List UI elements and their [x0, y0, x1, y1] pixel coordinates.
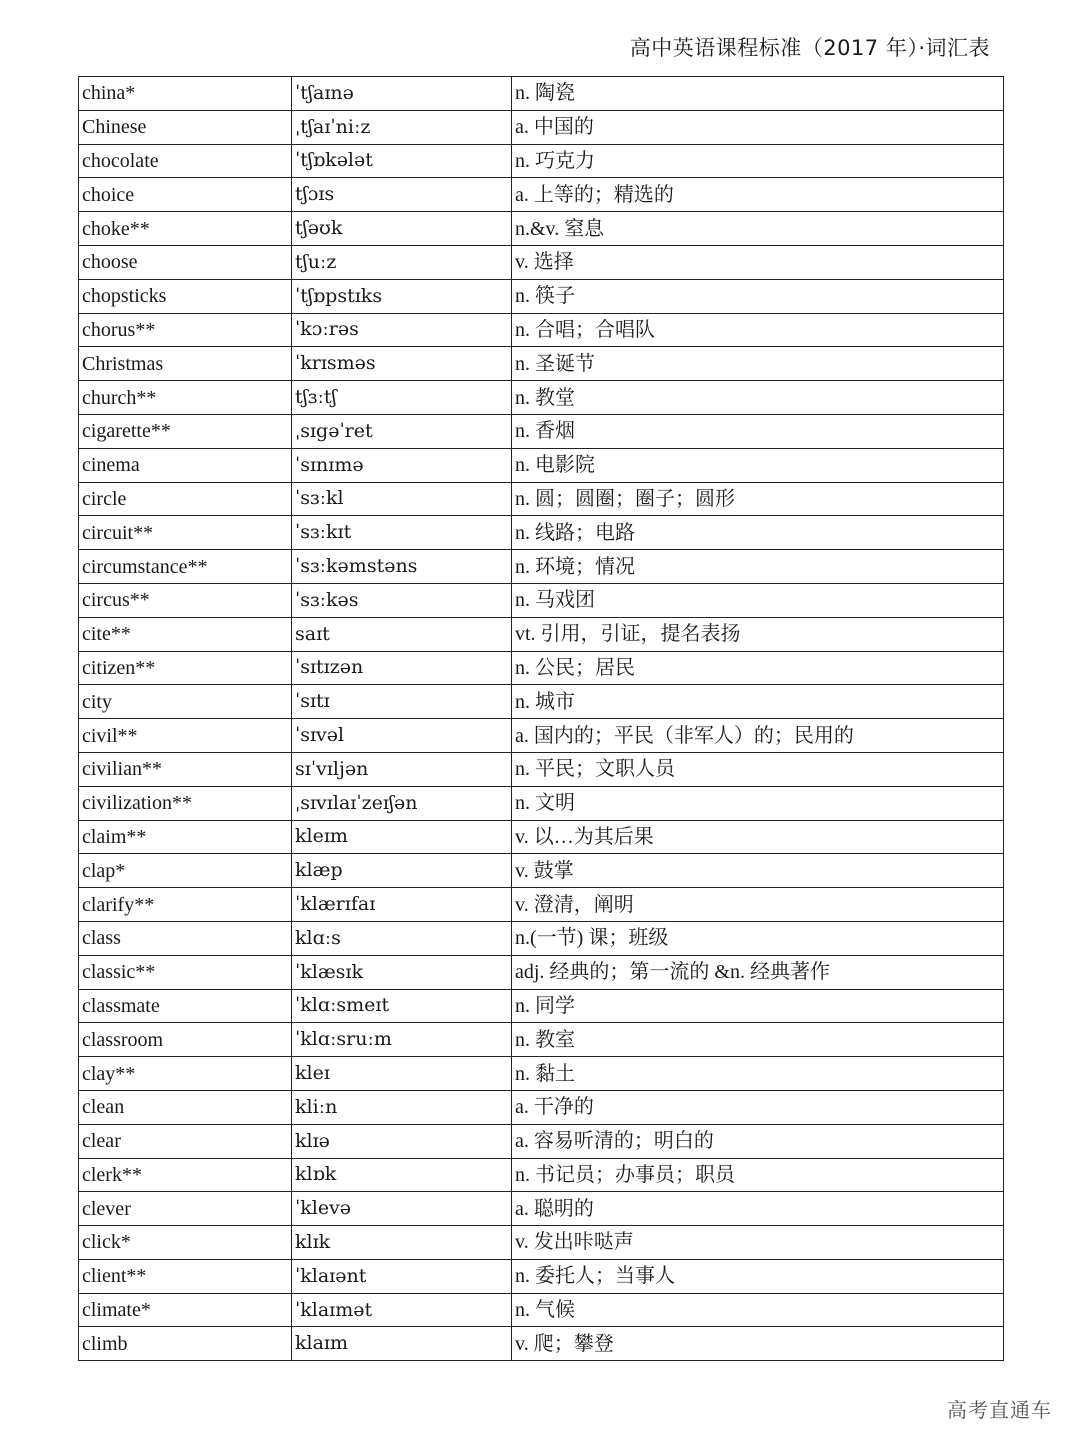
table-row — [79, 1023, 1004, 1057]
word-cell: civil** — [79, 719, 292, 753]
phonetic-cell: kleɪm — [292, 820, 512, 854]
word-cell: clap* — [79, 854, 292, 888]
definition-cell: a. 中国的 — [512, 110, 1004, 144]
phonetic-cell: ˈklæsɪk — [292, 955, 512, 989]
phonetic-cell: klɪə — [292, 1124, 512, 1158]
table-row — [79, 1124, 1004, 1158]
phonetic-cell: ˈsɜːkəs — [292, 583, 512, 617]
definition-cell: n. 圆；圆圈；圈子；圆形 — [512, 482, 1004, 516]
word-cell: chocolate — [79, 144, 292, 178]
word-cell: cite** — [79, 617, 292, 651]
definition-cell: n. 巧克力 — [512, 144, 1004, 178]
definition-cell: n. 陶瓷 — [512, 77, 1004, 111]
word-cell: civilization** — [79, 786, 292, 820]
definition-cell: n. 电影院 — [512, 448, 1004, 482]
vocabulary-table — [78, 76, 1004, 1361]
table-row — [79, 685, 1004, 719]
phonetic-cell: ˈklevə — [292, 1192, 512, 1226]
table-row — [79, 313, 1004, 347]
phonetic-cell: klæp — [292, 854, 512, 888]
table-row — [79, 752, 1004, 786]
table-row — [79, 110, 1004, 144]
table-row — [79, 1090, 1004, 1124]
phonetic-cell: sɪˈvɪljən — [292, 752, 512, 786]
definition-cell: n. 教室 — [512, 1023, 1004, 1057]
phonetic-cell: tʃuːz — [292, 245, 512, 279]
phonetic-cell: tʃɜːtʃ — [292, 381, 512, 415]
word-cell: choke** — [79, 212, 292, 246]
phonetic-cell: ˈklɑːsruːm — [292, 1023, 512, 1057]
table-row — [79, 1293, 1004, 1327]
word-cell: client** — [79, 1259, 292, 1293]
definition-cell: n. 马戏团 — [512, 583, 1004, 617]
definition-cell: a. 聪明的 — [512, 1192, 1004, 1226]
definition-cell: v. 发出咔哒声 — [512, 1226, 1004, 1260]
table-row — [79, 516, 1004, 550]
table-row — [79, 651, 1004, 685]
table-row — [79, 77, 1004, 111]
phonetic-cell: ˈkɔːrəs — [292, 313, 512, 347]
word-cell: clerk** — [79, 1158, 292, 1192]
definition-cell: a. 干净的 — [512, 1090, 1004, 1124]
definition-cell: n. 气候 — [512, 1293, 1004, 1327]
word-cell: clear — [79, 1124, 292, 1158]
table-row — [79, 583, 1004, 617]
word-cell: clean — [79, 1090, 292, 1124]
definition-cell: a. 国内的；平民（非军人）的；民用的 — [512, 719, 1004, 753]
phonetic-cell: ˈkrɪsməs — [292, 347, 512, 381]
word-cell: clay** — [79, 1057, 292, 1091]
table-row — [79, 955, 1004, 989]
table-row — [79, 921, 1004, 955]
phonetic-cell: saɪt — [292, 617, 512, 651]
table-row — [79, 786, 1004, 820]
definition-cell: n. 圣诞节 — [512, 347, 1004, 381]
watermark-text: 高考直通车 — [947, 1398, 1052, 1422]
word-cell: chopsticks — [79, 279, 292, 313]
table-row — [79, 617, 1004, 651]
phonetic-cell: ˈsɜːkl — [292, 482, 512, 516]
definition-cell: v. 鼓掌 — [512, 854, 1004, 888]
table-row — [79, 854, 1004, 888]
table-row — [79, 989, 1004, 1023]
page-header-title: 高中英语课程标准（2017 年）·词汇表 — [629, 36, 990, 60]
phonetic-cell: ˌsɪvɪlaɪˈzeɪʃən — [292, 786, 512, 820]
phonetic-cell: ˈklaɪmət — [292, 1293, 512, 1327]
word-cell: citizen** — [79, 651, 292, 685]
table-row — [79, 245, 1004, 279]
word-cell: Chinese — [79, 110, 292, 144]
table-row — [79, 178, 1004, 212]
phonetic-cell: ˌsɪgəˈret — [292, 414, 512, 448]
table-row — [79, 1226, 1004, 1260]
word-cell: clever — [79, 1192, 292, 1226]
word-cell: circumstance** — [79, 550, 292, 584]
phonetic-cell: ˈklærɪfaɪ — [292, 888, 512, 922]
definition-cell: v. 以…为其后果 — [512, 820, 1004, 854]
phonetic-cell: ˈtʃɒkələt — [292, 144, 512, 178]
phonetic-cell: tʃəʊk — [292, 212, 512, 246]
word-cell: climb — [79, 1327, 292, 1361]
definition-cell: n. 黏土 — [512, 1057, 1004, 1091]
word-cell: class — [79, 921, 292, 955]
phonetic-cell: ˌtʃaɪˈniːz — [292, 110, 512, 144]
phonetic-cell: ˈsɪtɪzən — [292, 651, 512, 685]
table-row — [79, 144, 1004, 178]
phonetic-cell: kleɪ — [292, 1057, 512, 1091]
phonetic-cell: ˈtʃɒpstɪks — [292, 279, 512, 313]
word-cell: clarify** — [79, 888, 292, 922]
definition-cell: n.(一节) 课；班级 — [512, 921, 1004, 955]
table-row — [79, 414, 1004, 448]
phonetic-cell: ˈsɪvəl — [292, 719, 512, 753]
table-row — [79, 888, 1004, 922]
table-row — [79, 448, 1004, 482]
word-cell: circle — [79, 482, 292, 516]
definition-cell: n. 书记员；办事员；职员 — [512, 1158, 1004, 1192]
phonetic-cell: ˈsɜːkəmstəns — [292, 550, 512, 584]
phonetic-cell: ˈtʃaɪnə — [292, 77, 512, 111]
table-row — [79, 1192, 1004, 1226]
phonetic-cell: kliːn — [292, 1090, 512, 1124]
definition-cell: n. 环境；情况 — [512, 550, 1004, 584]
definition-cell: n.&v. 窒息 — [512, 212, 1004, 246]
word-cell: climate* — [79, 1293, 292, 1327]
definition-cell: v. 选择 — [512, 245, 1004, 279]
word-cell: click* — [79, 1226, 292, 1260]
definition-cell: v. 爬；攀登 — [512, 1327, 1004, 1361]
word-cell: circus** — [79, 583, 292, 617]
phonetic-cell: ˈsɜːkɪt — [292, 516, 512, 550]
definition-cell: n. 平民；文职人员 — [512, 752, 1004, 786]
table-row — [79, 719, 1004, 753]
table-row — [79, 1327, 1004, 1361]
table-row — [79, 347, 1004, 381]
phonetic-cell: klɒk — [292, 1158, 512, 1192]
word-cell: choice — [79, 178, 292, 212]
definition-cell: n. 合唱；合唱队 — [512, 313, 1004, 347]
table-row — [79, 482, 1004, 516]
word-cell: classic** — [79, 955, 292, 989]
vocabulary-table-body — [79, 77, 1004, 1361]
phonetic-cell: ˈklaɪənt — [292, 1259, 512, 1293]
word-cell: cigarette** — [79, 414, 292, 448]
definition-cell: n. 教堂 — [512, 381, 1004, 415]
definition-cell: n. 香烟 — [512, 414, 1004, 448]
phonetic-cell: ˈsɪtɪ — [292, 685, 512, 719]
table-row — [79, 820, 1004, 854]
definition-cell: vt. 引用，引证，提名表扬 — [512, 617, 1004, 651]
phonetic-cell: klɪk — [292, 1226, 512, 1260]
word-cell: classroom — [79, 1023, 292, 1057]
phonetic-cell: tʃɔɪs — [292, 178, 512, 212]
table-row — [79, 279, 1004, 313]
table-row — [79, 212, 1004, 246]
word-cell: claim** — [79, 820, 292, 854]
word-cell: church** — [79, 381, 292, 415]
word-cell: circuit** — [79, 516, 292, 550]
table-row — [79, 1259, 1004, 1293]
definition-cell: n. 同学 — [512, 989, 1004, 1023]
phonetic-cell: ˈsɪnɪmə — [292, 448, 512, 482]
word-cell: cinema — [79, 448, 292, 482]
phonetic-cell: klaɪm — [292, 1327, 512, 1361]
word-cell: chorus** — [79, 313, 292, 347]
definition-cell: n. 文明 — [512, 786, 1004, 820]
word-cell: city — [79, 685, 292, 719]
word-cell: classmate — [79, 989, 292, 1023]
word-cell: civilian** — [79, 752, 292, 786]
word-cell: Christmas — [79, 347, 292, 381]
phonetic-cell: ˈklɑːsmeɪt — [292, 989, 512, 1023]
definition-cell: n. 委托人；当事人 — [512, 1259, 1004, 1293]
phonetic-cell: klɑːs — [292, 921, 512, 955]
word-cell: china* — [79, 77, 292, 111]
definition-cell: n. 线路；电路 — [512, 516, 1004, 550]
definition-cell: n. 公民；居民 — [512, 651, 1004, 685]
table-row — [79, 1057, 1004, 1091]
table-row — [79, 550, 1004, 584]
definition-cell: n. 城市 — [512, 685, 1004, 719]
definition-cell: adj. 经典的；第一流的 &n. 经典著作 — [512, 955, 1004, 989]
definition-cell: a. 容易听清的；明白的 — [512, 1124, 1004, 1158]
table-row — [79, 381, 1004, 415]
word-cell: choose — [79, 245, 292, 279]
table-row — [79, 1158, 1004, 1192]
definition-cell: v. 澄清，阐明 — [512, 888, 1004, 922]
definition-cell: a. 上等的；精选的 — [512, 178, 1004, 212]
definition-cell: n. 筷子 — [512, 279, 1004, 313]
